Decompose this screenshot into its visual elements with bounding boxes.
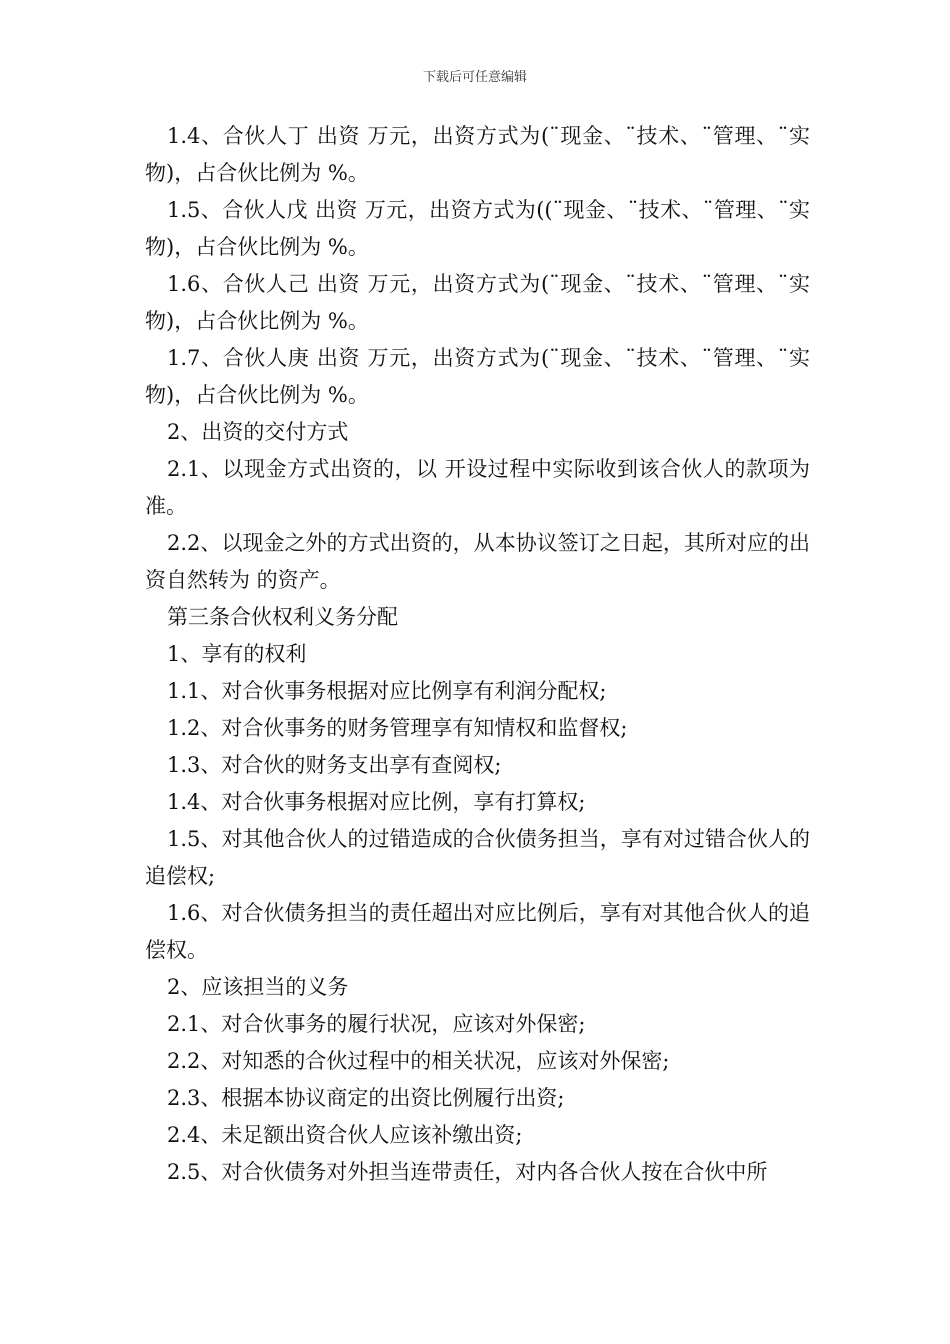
paragraph-2-1: 2.1、以现金方式出资的，以 开设过程中实际收到该合伙人的款项为准。 — [145, 457, 810, 518]
section-heading-delivery: 2、出资的交付方式 — [167, 420, 349, 444]
paragraph-2-2: 2.2、以现金之外的方式出资的，从本协议签订之日起，其所对应的出资自然转为 的资产。 — [145, 531, 810, 592]
paragraph-rights-1-1: 1.1、对合伙事务根据对应比例享有利润分配权; — [167, 679, 607, 703]
page-header: 下载后可任意编辑 — [422, 70, 527, 85]
paragraph-rights-1-6: 1.6、对合伙债务担当的责任超出对应比例后，享有对其他合伙人的追偿权。 — [145, 901, 810, 962]
paragraph-1-4: 1.4、合伙人丁 出资 万元，出资方式为(¨现金、¨技术、¨管理、¨实物)，占合伙比例为 %。 — [145, 124, 810, 185]
paragraph-obligations-2-2: 2.2、对知悉的合伙过程中的相关状况，应该对外保密; — [167, 1049, 670, 1073]
paragraph-rights-1-2: 1.2、对合伙事务的财务管理享有知情权和监督权; — [167, 716, 628, 740]
paragraph-obligations-2-5: 2.5、对合伙债务对外担当连带责任，对内各合伙人按在合伙中所 — [167, 1160, 768, 1184]
article-heading-3: 第三条合伙权利义务分配 — [167, 605, 398, 629]
paragraph-rights-1-4: 1.4、对合伙事务根据对应比例，享有打算权; — [167, 790, 586, 814]
section-heading-obligations: 2、应该担当的义务 — [167, 975, 349, 999]
paragraph-1-7: 1.7、合伙人庚 出资 万元，出资方式为(¨现金、¨技术、¨管理、¨实物)，占合伙比例为 %。 — [145, 346, 810, 407]
paragraph-rights-1-3: 1.3、对合伙的财务支出享有查阅权; — [167, 753, 502, 777]
paragraph-obligations-2-3: 2.3、根据本协议商定的出资比例履行出资; — [167, 1086, 565, 1110]
paragraph-1-6: 1.6、合伙人己 出资 万元，出资方式为(¨现金、¨技术、¨管理、¨实物)，占合伙比例为 %。 — [145, 272, 810, 333]
document-body — [145, 118, 810, 1191]
paragraph-rights-1-5: 1.5、对其他合伙人的过错造成的合伙债务担当，享有对过错合伙人的追偿权; — [145, 827, 810, 888]
section-heading-rights: 1、享有的权利 — [167, 642, 307, 666]
paragraph-1-5: 1.5、合伙人戊 出资 万元，出资方式为((¨现金、¨技术、¨管理、¨实物)，占合伙比例为 %。 — [145, 198, 810, 259]
paragraph-obligations-2-4: 2.4、未足额出资合伙人应该补缴出资; — [167, 1123, 523, 1147]
paragraph-obligations-2-1: 2.1、对合伙事务的履行状况，应该对外保密; — [167, 1012, 586, 1036]
